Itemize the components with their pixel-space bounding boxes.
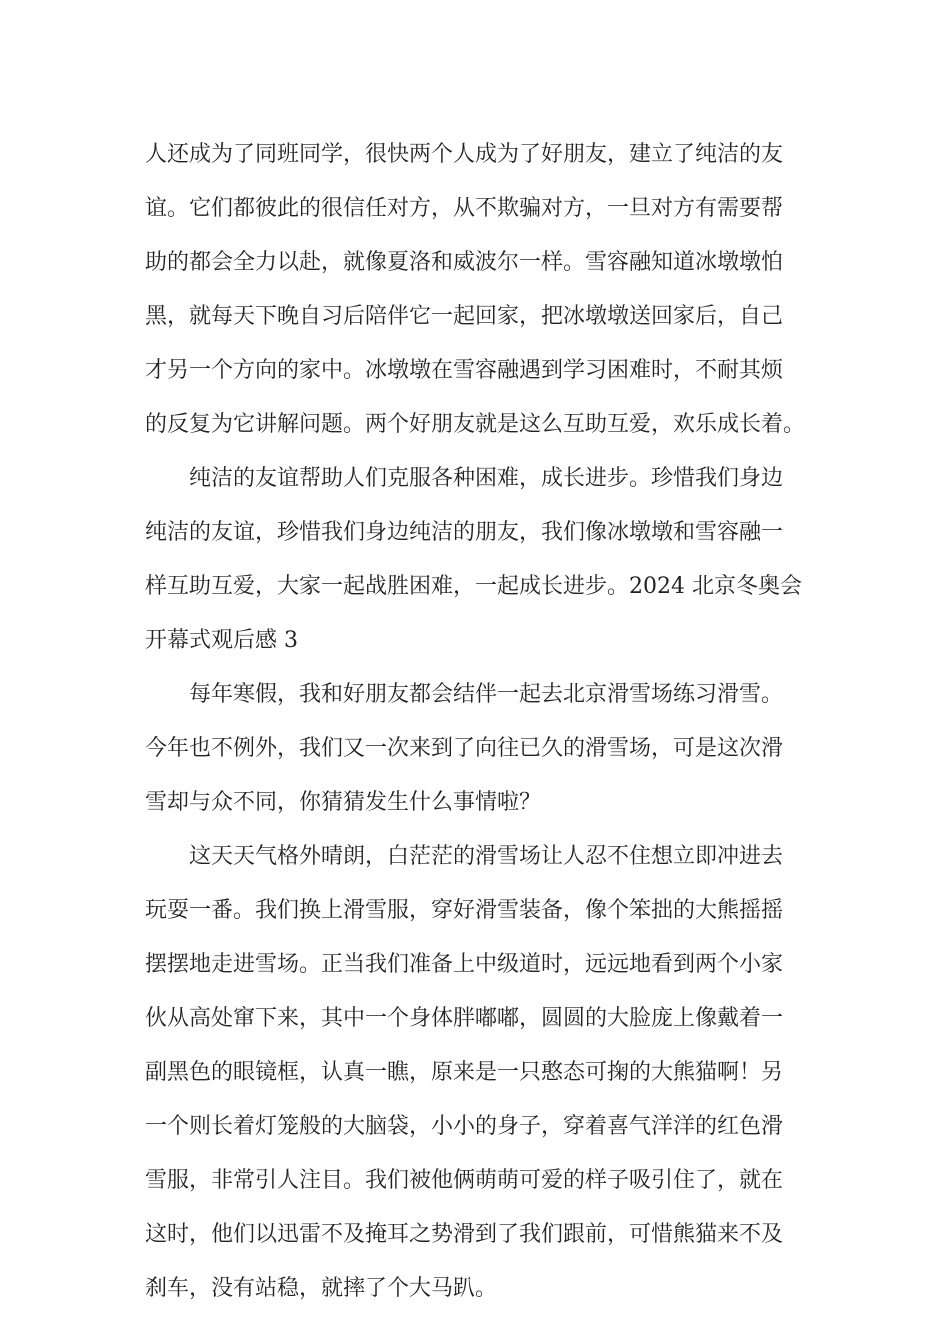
paragraph-3-line-1: 每年寒假，我和好朋友都会结伴一起去北京滑雪场练习滑雪。 [189, 682, 784, 707]
paragraph-2-line-3: 样互助互爱，大家一起战胜困难，一起成长进步。2024 北京冬奥会 [145, 574, 802, 599]
paragraph-1-line-5: 才另一个方向的家中。冰墩墩在雪容融遇到学习困难时，不耐其烦 [145, 358, 784, 383]
paragraph-4-line-4: 伙从高处窜下来，其中一个身体胖嘟嘟，圆圆的大脸庞上像戴着一 [145, 1006, 784, 1031]
paragraph-4-line-9: 刹车，没有站稳，就摔了个大马趴。 [145, 1276, 498, 1301]
paragraph-1-line-6: 的反复为它讲解问题。两个好朋友就是这么互助互爱，欢乐成长着。 [145, 412, 806, 437]
paragraph-1-line-2: 谊。它们都彼此的很信任对方，从不欺骗对方，一旦对方有需要帮 [145, 196, 784, 221]
paragraph-4-line-2: 玩耍一番。我们换上滑雪服，穿好滑雪装备，像个笨拙的大熊摇摇 [145, 898, 784, 923]
paragraph-1-line-3: 助的都会全力以赴，就像夏洛和威波尔一样。雪容融知道冰墩墩怕 [145, 250, 784, 275]
paragraph-3-line-2: 今年也不例外，我们又一次来到了向往已久的滑雪场，可是这次滑 [145, 736, 784, 761]
paragraph-3-line-3: 雪却与众不同，你猜猜发生什么事情啦？ [145, 790, 542, 815]
paragraph-1-line-1: 人还成为了同班同学，很快两个人成为了好朋友，建立了纯洁的友 [145, 142, 784, 167]
paragraph-2-line-4: 开幕式观后感 3 [145, 628, 298, 653]
paragraph-4-line-3: 摆摆地走进雪场。正当我们准备上中级道时，远远地看到两个小家 [145, 952, 784, 977]
document-body [145, 128, 815, 1316]
paragraph-4-line-8: 这时，他们以迅雷不及掩耳之势滑到了我们跟前，可惜熊猫来不及 [145, 1222, 784, 1247]
paragraph-1-line-4: 黑，就每天下晚自习后陪伴它一起回家，把冰墩墩送回家后，自己 [145, 304, 784, 329]
paragraph-4-line-1: 这天天气格外晴朗，白茫茫的滑雪场让人忍不住想立即冲进去 [189, 844, 784, 869]
paragraph-4-line-7: 雪服，非常引人注目。我们被他俩萌萌可爱的样子吸引住了，就在 [145, 1168, 784, 1193]
paragraph-2-line-2: 纯洁的友谊，珍惜我们身边纯洁的朋友，我们像冰墩墩和雪容融一 [145, 520, 784, 545]
paragraph-2-line-1: 纯洁的友谊帮助人们克服各种困难，成长进步。珍惜我们身边 [189, 466, 784, 491]
paragraph-4-line-6: 一个则长着灯笼般的大脑袋，小小的身子，穿着喜气洋洋的红色滑 [145, 1114, 784, 1139]
paragraph-4-line-5: 副黑色的眼镜框，认真一瞧，原来是一只憨态可掬的大熊猫啊！另 [145, 1060, 784, 1085]
